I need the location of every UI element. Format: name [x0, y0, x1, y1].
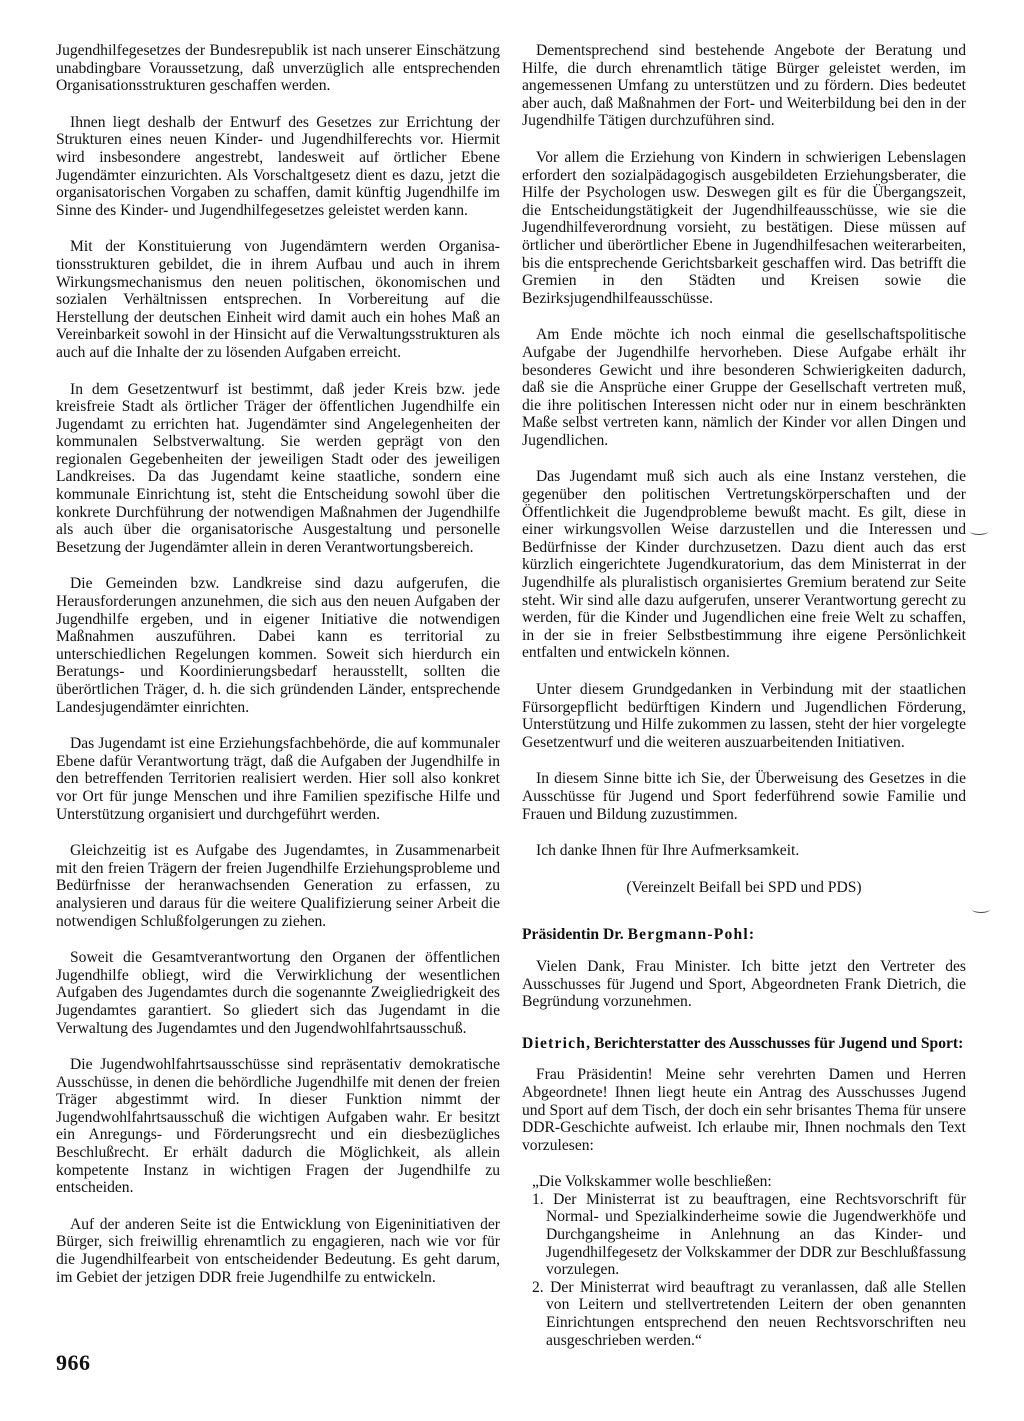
paragraph: Vielen Dank, Frau Minister. Ich bitte jetzt den Vertreter des Ausschusses für Jugend und Sport, Abgeordneten Frank Dietrich, die Begründung vorzunehmen.	[522, 957, 966, 1011]
quote-item: 1. Der Ministerrat ist zu beauftragen, eine Rechtsvorschrift für Normal- und Spezialkinderheime sowie die Jugendwerkhöfe und Durchgangsheime in Anlehnung an das Kinder- und Jugendhilfegesetz der Volkskammer der DDR zur Beschlußfassung vorzulegen.	[532, 1190, 966, 1279]
applause-note: (Vereinzelt Beifall bei SPD und PDS)	[626, 878, 862, 896]
paragraph: Mit der Konstituierung von Jugendämtern werden Organisationsstrukturen gebildet, die in ihrem Aufbau und auch in ihrem Wirkungsmechanismus den neuen politischen, ökonomischen und sozialen Verhältnissen entsprechen. In Vorbereitung auf die Herstellung der deutschen Einheit wird damit auch ein hohes Maß an Vereinbarkeit sowohl in der Hinsicht auf die Verwaltungsstrukturen als auch auf die Inhalte der zu lösenden Aufgaben erreicht.	[56, 238, 500, 361]
motion-quote	[532, 1173, 966, 1349]
paragraph: Vor allem die Erziehung von Kindern in schwierigen Lebenslagen erfordert den sozialpädagogisch ausgebildeten Erziehungsberater, die Hilfe der Psychologen usw. Deswegen gilt es für die Übergangszeit, die Entscheidungstätigkeit der Jugendhilfeausschüsse, wie sie die Jugendhilfeverordnung vorsieht, zu bestätigen. Diese müssen auf örtlicher und überörtlicher Ebene in Jugendhilfesachen weiterarbeiten, bis die entsprechende Gerichtsbarkeit geschaffen wird. Das betrifft die Gremien in den Städten und Kreisen sowie die Bezirksjugendhilfeausschüsse.	[522, 148, 966, 307]
speaker-title: Präsidentin Dr.	[522, 926, 628, 944]
paragraph: Am Ende möchte ich noch einmal die gesellschaftspolitische Aufgabe der Jugendhilfe hervorheben. Diese Aufgabe erhält ihr besonderes Gewicht und ihre besonderen Schwierigkeiten dadurch, daß sie die Ansprüche einer Gruppe der Gesellschaft vertreten muß, die ihre politischen Interessen nicht oder nur in einem beschränkten Maße selbst vertreten kann, nämlich der Kinder vor allen Dingen und Jugendlichen.	[522, 326, 966, 449]
left-column	[56, 42, 500, 1305]
speaker-heading	[522, 1035, 966, 1053]
quote-intro: „Die Volkskammer wolle beschließen:	[532, 1173, 772, 1191]
paragraph: Gleichzeitig ist es Aufgabe des Jugendamtes, in Zusammenarbeit mit den freien Trägern der freien Jugendhilfe Erziehungsprobleme und Bedürfnisse der heranwachsenden Generation zu erfassen, zu analysieren und daraus für die weitere Qualifizierung seiner Arbeit die notwendigen Schlußfolgerungen zu ziehen.	[56, 842, 500, 930]
right-column	[522, 42, 966, 1349]
paragraph: Die Gemeinden bzw. Landkreise sind dazu aufgerufen, die Herausforderungen anzunehmen, die sich aus den neuen Aufgaben der Jugendhilfe ergeben, und in eigener Initiative die notwendigen Maßnahmen auszuführen. Dabei kann es territorial zu unterschiedlichen Regelungen kommen. Soweit sich hierdurch ein Beratungs- und Koordinierungsbedarf herausstellt, sollten die überörtlichen Träger, d. h. die sich gründenden Länder, entsprechende Landesjugendämter einrichten.	[56, 575, 500, 716]
margin-mark	[972, 906, 990, 913]
paragraph: Soweit die Gesamtverantwortung den Organen der öffentlichen Jugendhilfe obliegt, wird die Verwirklichung der wesentlichen Aufgaben des Jugendamtes durch die sogenannte Zweigliedrigkeit des Jugendamtes garantiert. So gliedert sich das Jugendamt in die Verwaltung des Jugendamtes und den Jugendwohlfahrtsausschuß.	[56, 949, 500, 1037]
paragraph: Das Jugendamt ist eine Erziehungsfachbehörde, die auf kommunaler Ebene dafür Verantwortung trägt, daß die Aufgaben der Jugendhilfe in den betreffenden Territorien realisiert werden. Hier soll also konkret vor Ort für junge Menschen und ihre Familien spezifische Hilfe und Unterstützung organisiert und durchgeführt werden.	[56, 735, 500, 823]
paragraph: Die Jugendwohlfahrtsausschüsse sind repräsentativ demokratische Ausschüsse, in denen die behördliche Jugendhilfe mit denen der freien Träger abgestimmt wird. In dieser Funktion nimmt der Jugendwohlfahrtsausschuß die wichtigen Aufgaben wahr. Er besitzt ein Anregungs- und Förderungsrecht und ein diesbezügliches Beschlußrecht. Er erhält dadurch die Möglichkeit, als allein kompetente Instanz in wichtigen Fragen der Jugendhilfe zu entscheiden.	[56, 1056, 500, 1197]
paragraph: In dem Gesetzentwurf ist bestimmt, daß jeder Kreis bzw. jede kreisfreie Stadt als örtlicher Träger der öffentlichen Jugendhilfe ein Jugendamt zu errichten hat. Jugendämter sind Angelegenheiten der kommunalen Selbstverwaltung. Sie werden geprägt von den regionalen Gegebenheiten der jeweiligen Stadt oder des jeweiligen Landkreises. Da das Jugendamt keine staatliche, sondern eine kommunale Einrichtung ist, steht die Entscheidung sowohl über die konkrete Durchführung der notwendigen Maßnahmen der Jugendhilfe als auch über die organisatorische Ausgestaltung und personelle Besetzung der Jugendämter allein in deren Verantwortungsbereich.	[56, 380, 500, 556]
paragraph: Jugendhilfegesetzes der Bundesrepublik ist nach unserer Einschätzung unabdingbare Voraussetzung, daß unverzüglich alle entsprechenden Organisationsstrukturen geschaffen werden.	[56, 42, 500, 95]
speaker-heading	[522, 926, 966, 944]
paragraph: Dementsprechend sind bestehende Angebote der Beratung und Hilfe, die durch ehrenamtlich tätige Bürger geleistet werden, im angemessenen Umfang zu unterstützen und zu fördern. Dies bedeutet aber auch, daß Maßnahmen der Fort- und Weiterbildung bei den in der Jugendhilfe Tätigen durchzuführen sind.	[522, 42, 966, 130]
paragraph: In diesem Sinne bitte ich Sie, der Überweisung des Gesetzes in die Ausschüsse für Jugend und Sport federführend sowie Familie und Frauen und Bildung zuzustimmen.	[522, 770, 966, 823]
speaker-name: Bergmann-Pohl:	[627, 926, 756, 944]
paragraph: Frau Präsidentin! Meine sehr verehrten Damen und Herren Abgeordnete! Ihnen liegt heute ein Antrag des Ausschusses Jugend und Sport auf dem Tisch, der doch ein sehr brisantes Thema für unsere DDR-Geschichte aufweist. Ich erlaube mir, Ihnen nochmals den Text vorzulesen:	[522, 1066, 966, 1154]
quote-item: 2. Der Ministerrat wird beauftragt zu veranlassen, daß alle Stellen von Leitern und stellvertretenden Leitern der oben genannten Einrichtungen entsprechend den neuen Rechtsvorschriften neu ausgeschrieben werden.“	[532, 1278, 966, 1349]
paragraph: Unter diesem Grundgedanken in Verbindung mit der staatlichen Fürsorgepflicht bedürftigen Kindern und Jugendlichen Förderung, Unterstützung und Hilfe zukommen zu lassen, steht der hier vorgelegte Gesetzentwurf und die weiteren auszuarbeitenden Initiativen.	[522, 681, 967, 751]
paragraph: Ihnen liegt deshalb der Entwurf des Gesetzes zur Errichtung der Strukturen eines neuen Kinder- und Jugendhilferechts vor. Hiermit wird insbesondere angestrebt, landesweit auf örtlicher Ebene Jugendämter einzurichten. Als Vorschaltgesetz dient es dazu, jetzt die organisatorischen Vorgaben zu schaffen, damit künftig Jugendhilfe im Sinne des Kinder- und Jugendhilfegesetzes geleistet werden kann.	[56, 113, 500, 219]
page-number: 966	[56, 1350, 91, 1375]
speaker-name: Dietrich	[522, 1034, 587, 1052]
speaker-role: , Berichterstatter des Ausschusses für Jugend und Sport:	[586, 1034, 964, 1052]
paragraph: Das Jugendamt muß sich auch als eine Instanz verstehen, die gegenüber den politischen Vertretungskörperschaften und der Öffentlichkeit die Jugendprobleme bewußt macht. Es gilt, diese in einer wirkungsvollen Weise darzustellen und die Interessen und Bedürfnisse der Kinder durchzusetzen. Dazu dient auch das erst kürzlich eingerichtete Jugendkuratorium, das dem Ministerrat in der Jugendhilfe als pluralistisch organisiertes Gremium beratend zur Seite steht. Wir sind alle dazu aufgerufen, unserer Verantwortung gerecht zu werden, für die Kinder und Jugendlichen eine freie Welt zu schaffen, in der sie in freier Selbstbestimmung ihre eigene Persönlichkeit entfalten und entwickeln können.	[522, 468, 966, 662]
margin-mark	[970, 528, 988, 535]
paragraph: Ich danke Ihnen für Ihre Aufmerksamkeit.	[536, 842, 800, 860]
paragraph: Auf der anderen Seite ist die Entwicklung von Eigeninitiativen der Bürger, sich freiwillig ehrenamtlich zu engagieren, nach wie vor für die Jugendhilfearbeit von entscheidender Bedeutung. Es geht darum, im Gebiet der jetzigen DDR freie Jugendhilfe zu entwickeln.	[56, 1215, 500, 1286]
